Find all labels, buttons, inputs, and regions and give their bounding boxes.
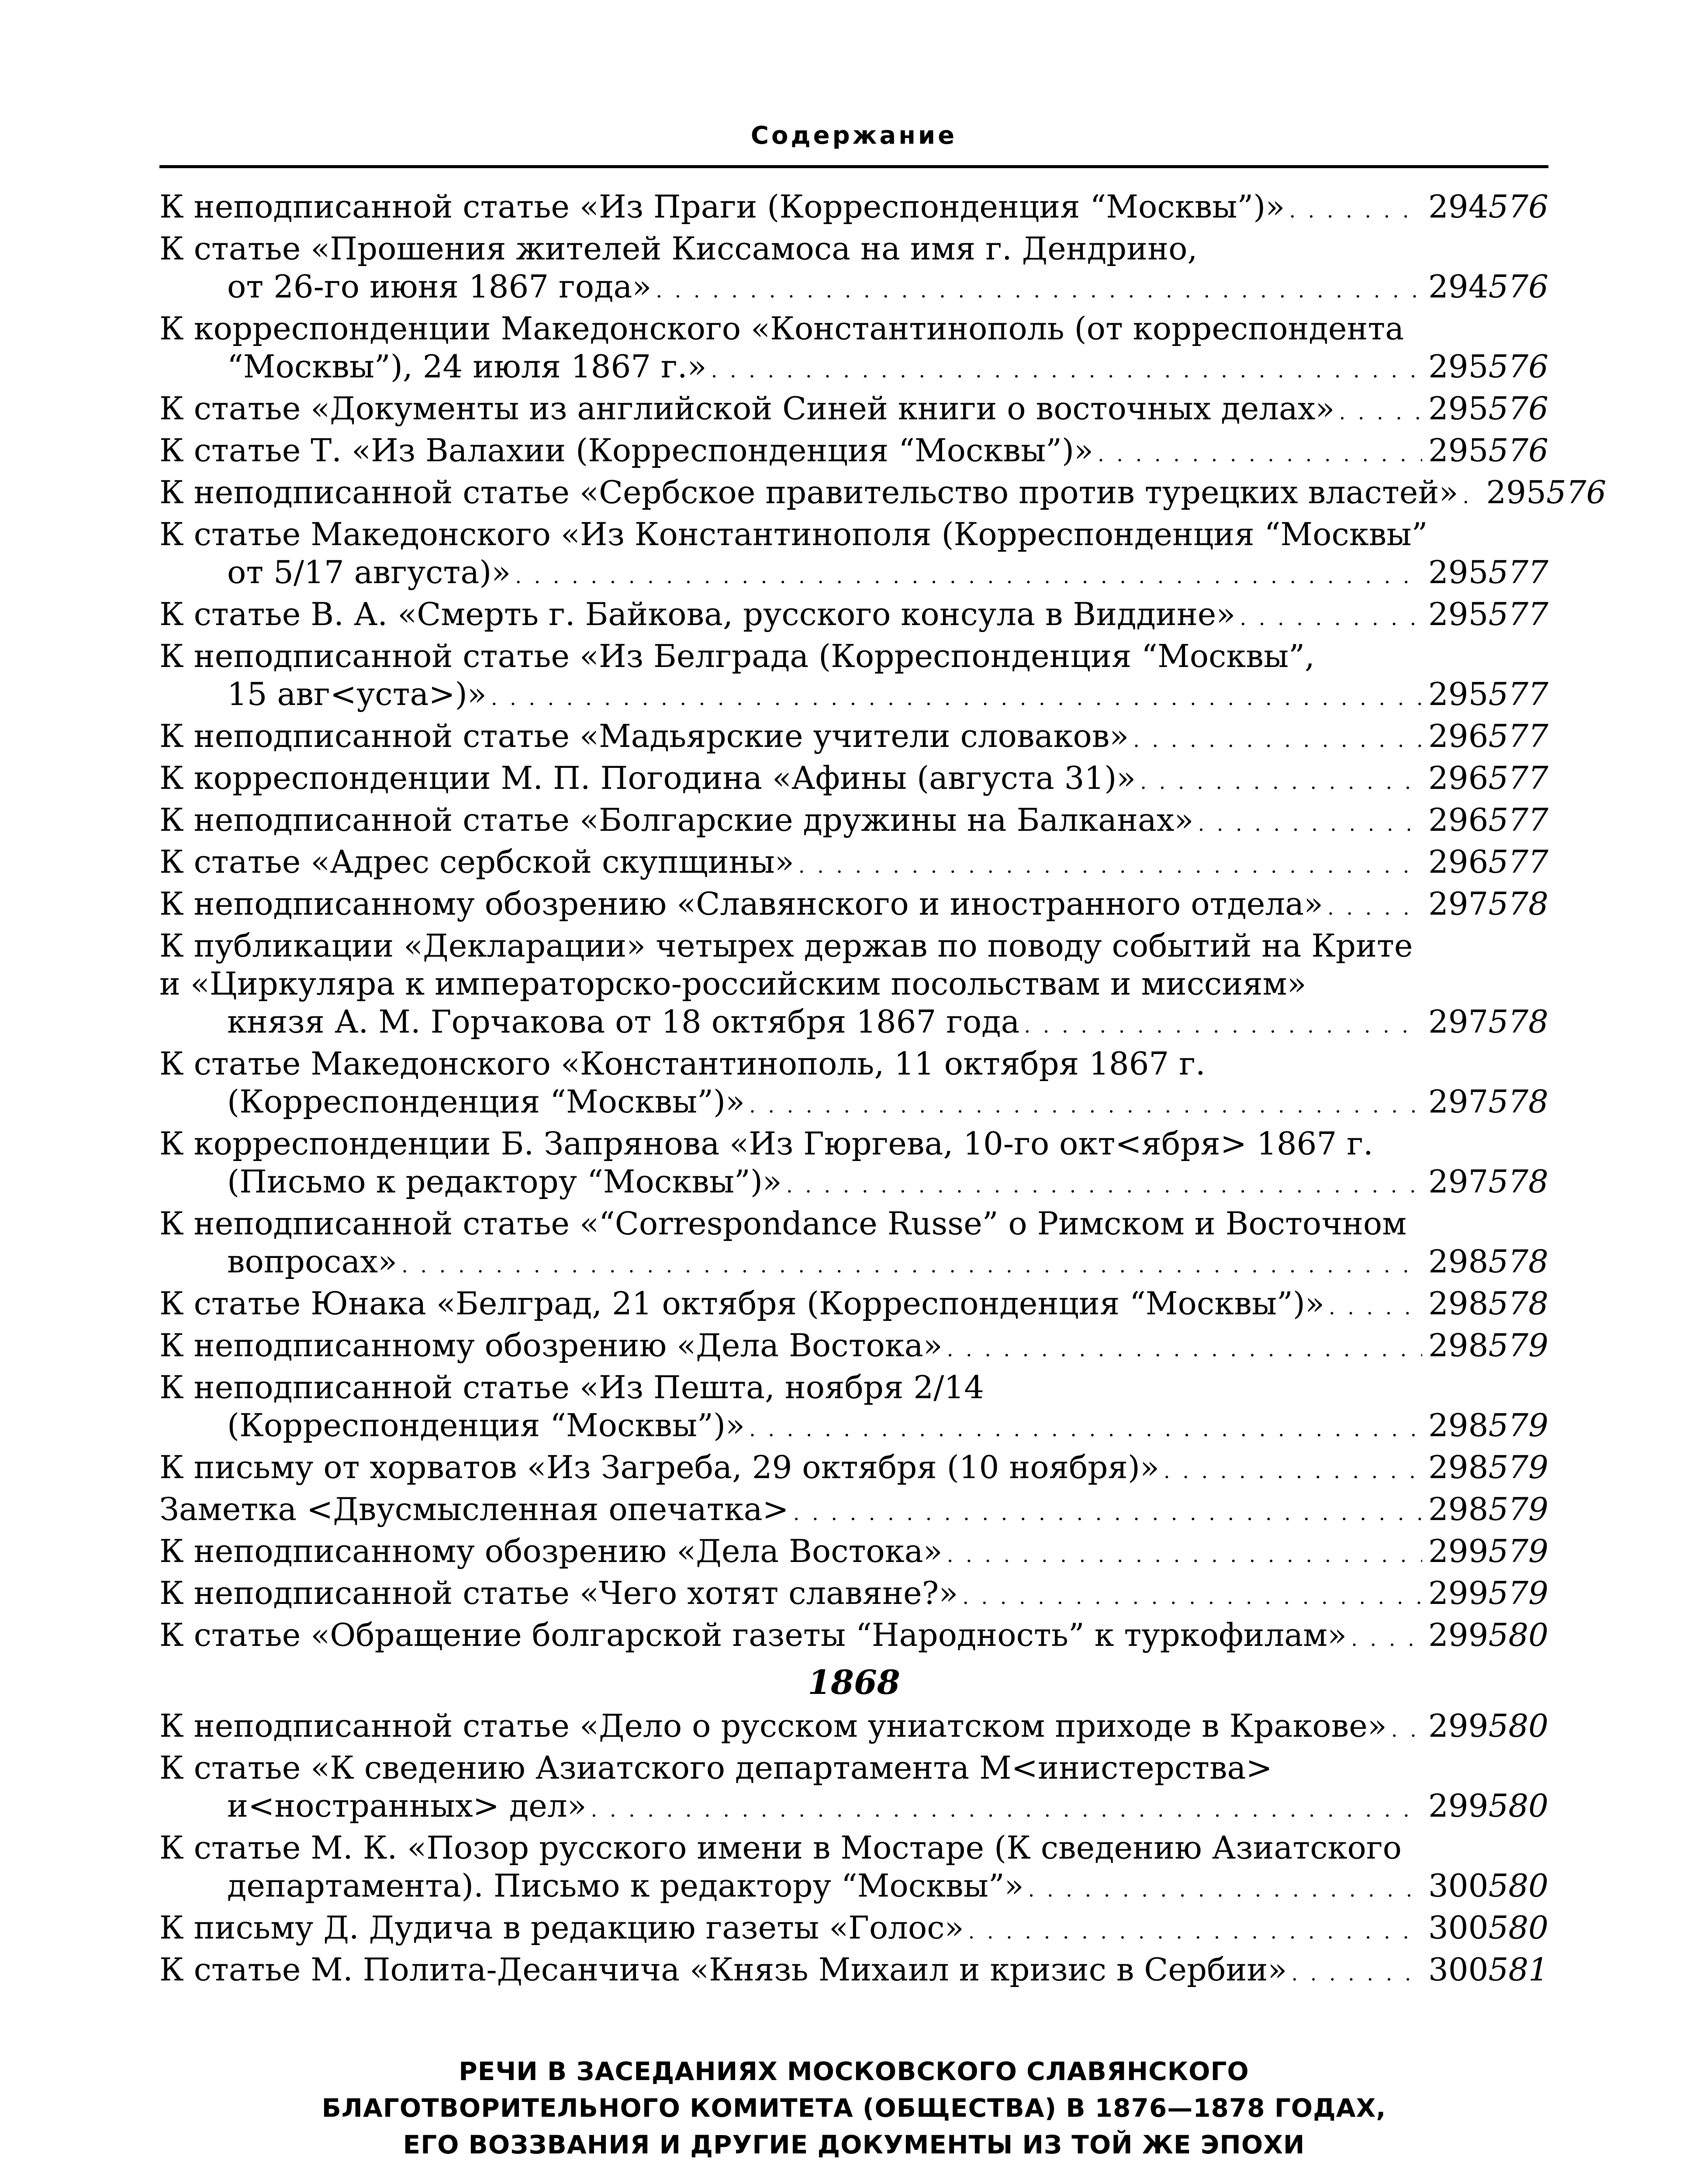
dot-leader	[1391, 1711, 1422, 1749]
page-ref: 294	[1428, 268, 1489, 305]
toc-entry	[159, 1909, 1548, 1951]
entry-title-line: К публикации «Декларации» четырех держав по поводу событий на Крите	[159, 927, 1413, 964]
entry-last-line	[159, 1707, 1548, 1749]
entry-title-line: К статье Македонского «Из Константинополя (Корреспонденция “Москвы”	[159, 516, 1428, 553]
page-ref: 296	[1428, 718, 1489, 754]
page-ref: 299	[1428, 1575, 1489, 1611]
entry-title-line: К статье «Адрес сербской скупщины»	[159, 843, 794, 880]
section-title-line: РЕЧИ В ЗАСЕДАНИЯХ МОСКОВСКОГО СЛАВЯНСКОГО	[459, 2056, 1249, 2086]
commentary-page-ref: 577	[1488, 802, 1548, 838]
page-ref: 297	[1428, 1163, 1489, 1200]
section-title-line: ЕГО ВОЗЗВАНИЯ И ДРУГИЕ ДОКУМЕНТЫ ИЗ ТОЙ ЖЕ ЭПОХИ	[403, 2130, 1305, 2160]
commentary-page-ref: 579	[1488, 1575, 1548, 1611]
entry-title-line: департамента). Письмо к редактору “Москвы”»	[227, 1867, 1024, 1904]
page-ref: 296	[1428, 760, 1489, 796]
page-ref: 295	[1428, 432, 1489, 469]
entry-title-line: К статье «К сведению Азиатского департамента М<инистерства>	[159, 1749, 1272, 1786]
table-of-contents	[159, 188, 1607, 2184]
dot-leader	[1289, 192, 1422, 230]
commentary-page-ref: 578	[1488, 885, 1548, 922]
entry-title-line: К статье Македонского «Константинополь, 11 октября 1867 г.	[159, 1045, 1206, 1082]
entry-last-line	[159, 1406, 1548, 1448]
dot-leader	[515, 557, 1422, 595]
page-ref: 295	[1428, 676, 1489, 712]
commentary-page-ref: 579	[1488, 1533, 1548, 1569]
entry-last-line	[159, 1951, 1548, 1993]
entry-title-line: К неподписанной статье «Дело о русском униатском приходе в Кракове»	[159, 1707, 1387, 1744]
running-head: Содержание	[750, 121, 957, 150]
entry-title-line: К письму Д. Дудича в редакцию газеты «Голос»	[159, 1909, 964, 1946]
commentary-page-ref: 577	[1488, 760, 1548, 796]
dot-leader	[1240, 599, 1422, 637]
dot-leader	[1198, 805, 1422, 843]
toc-entry	[159, 473, 1607, 515]
dot-leader	[1339, 394, 1422, 432]
entry-last-line	[159, 1909, 1548, 1951]
entry-last-line	[159, 1083, 1548, 1125]
entry-title-line: К неподписанной статье «Мадьярские учители словаков»	[159, 718, 1129, 754]
entry-last-line	[159, 801, 1548, 843]
commentary-page-ref: 581	[1488, 1951, 1548, 1988]
commentary-page-ref: 576	[1488, 390, 1548, 427]
entry-title-line: от 26-го июня 1867 года»	[227, 268, 652, 305]
entry-last-line	[159, 1532, 1548, 1574]
dot-leader	[1462, 477, 1480, 515]
year-heading: 1868	[808, 1663, 900, 1702]
dot-leader	[1291, 1955, 1422, 1993]
entry-title-line: К неподписанной статье «Сербское правительство против турецких властей»	[159, 474, 1458, 511]
entry-title-line: К неподписанной статье «Болгарские дружины на Балканах»	[159, 802, 1194, 838]
toc-entry	[159, 230, 1548, 310]
page-ref: 299	[1428, 1617, 1489, 1653]
toc-entry	[159, 927, 1548, 1045]
entry-title-line: К неподписанному обозрению «Дела Востока»	[159, 1533, 943, 1569]
commentary-page-ref: 578	[1488, 1163, 1548, 1200]
entry-title-line: вопросах»	[227, 1243, 397, 1280]
section-title	[159, 2053, 1548, 2163]
toc-entry	[159, 1829, 1548, 1909]
entry-last-line	[159, 268, 1548, 310]
entry-title-line: К неподписанному обозрению «Дела Востока»	[159, 1327, 943, 1364]
dot-leader	[656, 272, 1422, 310]
page-ref: 298	[1428, 1449, 1489, 1486]
entry-last-line	[159, 1243, 1548, 1285]
page-ref: 295	[1486, 474, 1546, 511]
entry-last-line	[159, 473, 1607, 515]
page-ref: 295	[1428, 390, 1489, 427]
entry-title-line: К статье В. А. «Смерть г. Байкова, русского консула в Виддине»	[159, 596, 1236, 632]
entry-title-line: К неподписанной статье «Из Белграда (Корреспонденция “Москвы”,	[159, 638, 1315, 674]
commentary-page-ref: 576	[1488, 348, 1548, 385]
toc-entry	[159, 515, 1548, 595]
entry-title-line: К статье М. Полита-Десанчича «Князь Михаил и кризис в Сербии»	[159, 1951, 1287, 1988]
entry-title-line: К статье Т. «Из Валахии (Корреспонденция “Москвы”)»	[159, 432, 1094, 469]
page-ref: 298	[1428, 1407, 1489, 1444]
entry-last-line	[159, 432, 1548, 473]
entry-title-line: К корреспонденции Македонского «Константинополь (от корреспондента	[159, 310, 1404, 347]
entry-last-line	[159, 1448, 1548, 1490]
page-ref: 296	[1428, 802, 1489, 838]
page-ref: 298	[1428, 1491, 1489, 1527]
entry-last-line	[159, 390, 1548, 432]
page-ref: 299	[1428, 1533, 1489, 1569]
toc-entry	[159, 843, 1548, 885]
commentary-page-ref: 579	[1488, 1407, 1548, 1444]
page-ref: 297	[1428, 885, 1489, 922]
entry-title-line: “Москвы”), 24 июля 1867 г.»	[227, 348, 707, 385]
toc-entry	[159, 801, 1548, 843]
entry-title-line: К неподписанному обозрению «Славянского и иностранного отдела»	[159, 885, 1323, 922]
dot-leader	[798, 847, 1422, 885]
toc-entry	[159, 1327, 1548, 1368]
toc-block-1868	[159, 1707, 1548, 1993]
toc-entry	[159, 1448, 1548, 1490]
dot-leader	[1329, 1289, 1422, 1327]
page-ref: 294	[1428, 188, 1489, 225]
commentary-page-ref: 578	[1488, 1285, 1548, 1322]
toc-entry	[159, 1749, 1548, 1829]
entry-last-line	[159, 188, 1548, 230]
entry-last-line	[159, 1285, 1548, 1327]
dot-leader	[947, 1330, 1422, 1368]
toc-entry	[159, 759, 1548, 801]
entry-title-line: князя А. М. Горчакова от 18 октября 1867 года	[227, 1003, 1020, 1040]
commentary-page-ref: 579	[1488, 1449, 1548, 1486]
commentary-page-ref: 579	[1488, 1491, 1548, 1527]
page-ref: 295	[1428, 554, 1489, 591]
dot-leader	[1351, 1620, 1422, 1658]
page-ref: 295	[1428, 596, 1489, 632]
commentary-page-ref: 577	[1488, 554, 1548, 591]
entry-last-line	[159, 595, 1548, 637]
toc-entry	[159, 1574, 1548, 1616]
entry-last-line	[159, 1867, 1548, 1909]
page-ref: 298	[1428, 1285, 1489, 1322]
dot-leader	[711, 352, 1422, 390]
entry-title-line: и «Циркуляра к императорско-российским посольствам и миссиям»	[159, 965, 1306, 1002]
entry-last-line	[159, 1574, 1548, 1616]
dot-leader	[1028, 1871, 1422, 1909]
dot-leader	[947, 1536, 1422, 1574]
entry-last-line	[159, 1616, 1548, 1658]
entry-title-line: К неподписанной статье «Из Праги (Корреспонденция “Москвы”)»	[159, 188, 1285, 225]
entry-last-line	[159, 1003, 1548, 1045]
dot-leader	[968, 1913, 1422, 1951]
toc-block-1867	[159, 188, 1607, 1658]
dot-leader	[591, 1791, 1422, 1829]
entry-title-line: К статье «Обращение болгарской газеты “Народность” к туркофилам»	[159, 1617, 1347, 1653]
toc-entry	[159, 885, 1548, 927]
dot-leader	[749, 1087, 1422, 1125]
entry-last-line	[159, 717, 1548, 759]
entry-last-line	[159, 553, 1548, 595]
entry-last-line	[159, 885, 1548, 927]
dot-leader	[1164, 1452, 1422, 1490]
page-ref: 295	[1428, 348, 1489, 385]
commentary-page-ref: 578	[1488, 1243, 1548, 1280]
dot-leader	[1133, 721, 1422, 759]
toc-entry	[159, 1285, 1548, 1327]
dot-leader	[1024, 1007, 1422, 1045]
entry-last-line	[159, 348, 1548, 390]
entry-title-line: (Корреспонденция “Москвы”)»	[227, 1407, 745, 1444]
commentary-page-ref: 580	[1488, 1787, 1548, 1824]
toc-entry	[159, 1125, 1548, 1205]
entry-title-line: К корреспонденции М. П. Погодина «Афины (августа 31)»	[159, 760, 1136, 796]
entry-last-line	[159, 1787, 1548, 1829]
toc-entry	[159, 1368, 1548, 1448]
page-ref: 296	[1428, 843, 1489, 880]
commentary-page-ref: 578	[1488, 1083, 1548, 1120]
toc-entry	[159, 1951, 1548, 1993]
commentary-page-ref: 580	[1488, 1707, 1548, 1744]
entry-title-line: К корреспонденции Б. Запрянова «Из Гюргева, 10-го окт<ября> 1867 г.	[159, 1125, 1373, 1162]
toc-entry	[159, 1616, 1548, 1658]
entry-title-line: К статье М. К. «Позор русского имени в Мостаре (К сведению Азиатского	[159, 1829, 1402, 1866]
commentary-page-ref: 577	[1488, 676, 1548, 712]
toc-entry	[159, 1205, 1548, 1285]
section-title-line: БЛАГОТВОРИТЕЛЬНОГО КОМИТЕТА (ОБЩЕСТВА) В 1876—1878 ГОДАХ,	[321, 2093, 1386, 2123]
commentary-page-ref: 576	[1488, 268, 1548, 305]
commentary-page-ref: 580	[1488, 1909, 1548, 1946]
commentary-page-ref: 577	[1488, 718, 1548, 754]
commentary-page-ref: 579	[1488, 1327, 1548, 1364]
entry-last-line	[159, 1490, 1548, 1532]
entry-title-line: (Корреспонденция “Москвы”)»	[227, 1083, 745, 1120]
commentary-page-ref: 576	[1488, 432, 1548, 469]
entry-title-line: К статье Юнака «Белград, 21 октября (Корреспонденция “Москвы”)»	[159, 1285, 1324, 1322]
commentary-page-ref: 580	[1488, 1617, 1548, 1653]
dot-leader	[401, 1247, 1422, 1285]
dot-leader	[491, 679, 1422, 717]
toc-entry	[159, 595, 1548, 637]
entry-title-line: К статье «Прошения жителей Киссамоса на имя г. Дендрино,	[159, 230, 1198, 267]
page-ref: 300	[1428, 1951, 1489, 1988]
commentary-page-ref: 577	[1488, 843, 1548, 880]
entry-last-line	[159, 1163, 1548, 1205]
dot-leader	[786, 1167, 1422, 1205]
page-ref: 298	[1428, 1327, 1489, 1364]
page-ref: 297	[1428, 1003, 1489, 1040]
entry-last-line	[159, 675, 1548, 717]
commentary-page-ref: 576	[1488, 188, 1548, 225]
toc-entry	[159, 390, 1548, 432]
entry-title-line: (Письмо к редактору “Москвы”)»	[227, 1163, 782, 1200]
commentary-page-ref: 578	[1488, 1003, 1548, 1040]
dot-leader	[749, 1410, 1422, 1448]
toc-entry	[159, 1707, 1548, 1749]
page-ref: 299	[1428, 1707, 1489, 1744]
entry-title-line: К статье «Документы из английской Синей книги о восточных делах»	[159, 390, 1335, 427]
page-ref: 300	[1428, 1867, 1489, 1904]
entry-title-line: и<ностранных> дел»	[227, 1787, 587, 1824]
toc-entry	[159, 1045, 1548, 1125]
page-ref: 299	[1428, 1787, 1489, 1824]
toc-entry	[159, 1532, 1548, 1574]
page-ref: 298	[1428, 1243, 1489, 1280]
entry-title-line: К неподписанной статье «Из Пешта, ноября 2/14	[159, 1369, 984, 1406]
dot-leader	[962, 1578, 1422, 1616]
toc-entry	[159, 1490, 1548, 1532]
entry-title-line: К письму от хорватов «Из Загреба, 29 октября (10 ноября)»	[159, 1449, 1159, 1486]
dot-leader	[1327, 889, 1422, 927]
entry-title-line: Заметка <Двусмысленная опечатка>	[159, 1491, 789, 1527]
toc-entry	[159, 310, 1548, 390]
entry-last-line	[159, 843, 1548, 885]
page-ref: 297	[1428, 1083, 1489, 1120]
dot-leader	[1098, 435, 1422, 473]
toc-entry	[159, 637, 1548, 717]
toc-entry	[159, 188, 1548, 230]
header-rule	[159, 165, 1548, 168]
commentary-page-ref: 580	[1488, 1867, 1548, 1904]
dot-leader	[793, 1494, 1422, 1532]
commentary-page-ref: 577	[1488, 596, 1548, 632]
entry-title-line: 15 авг<уста>)»	[227, 676, 487, 712]
page-ref: 300	[1428, 1909, 1489, 1946]
toc-entry	[159, 432, 1548, 473]
commentary-page-ref: 576	[1546, 474, 1607, 511]
toc-entry	[159, 717, 1548, 759]
entry-title-line: К неподписанной статье «“Correspondance Russe” о Римском и Восточном	[159, 1205, 1407, 1242]
entry-last-line	[159, 1327, 1548, 1368]
entry-title-line: от 5/17 августа)»	[227, 554, 511, 591]
dot-leader	[1140, 763, 1422, 801]
entry-last-line	[159, 759, 1548, 801]
entry-title-line: К неподписанной статье «Чего хотят славяне?»	[159, 1575, 958, 1611]
